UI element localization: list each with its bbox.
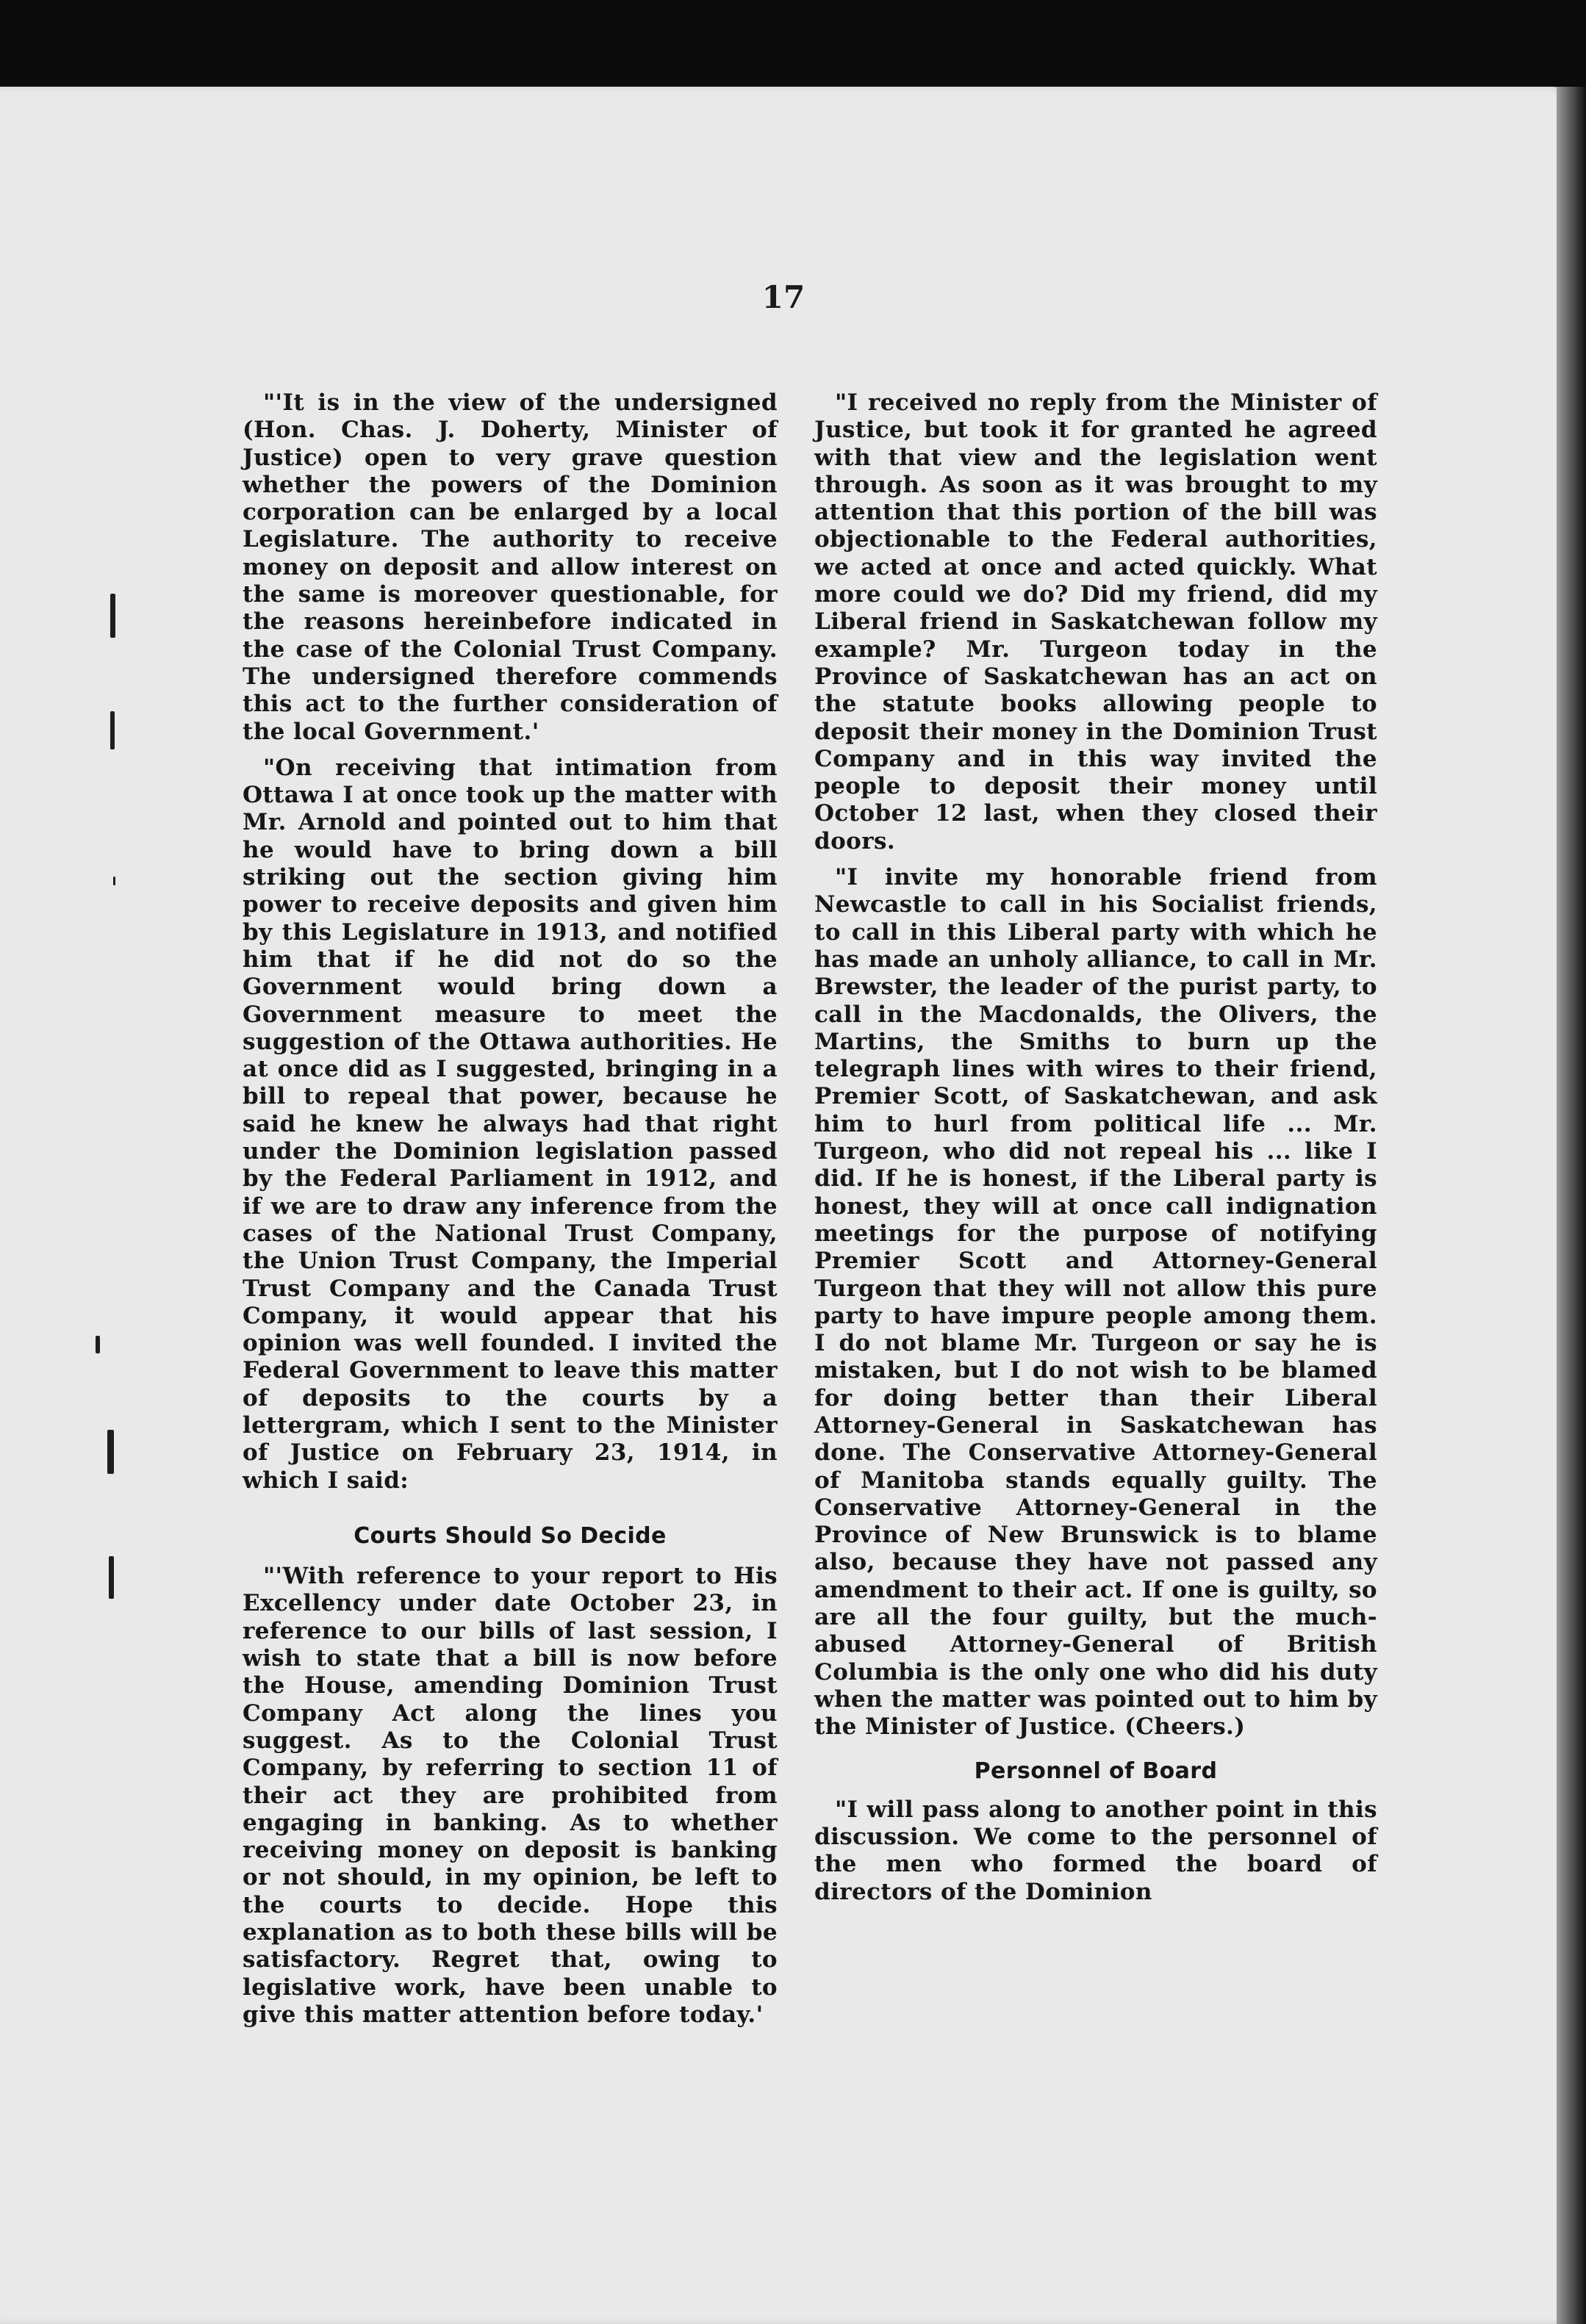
body-paragraph: "I invite my honorable friend from Newcastle to call in his Socialist friends, to call in this Liberal party with which he has made an unholy alliance, to call in Mr. Brewster, the leader of the purist party, to call in the Macdonalds, the Olivers, the Martins, the Smiths to burn up the telegraph lines with wires to their friend, Premier Scott, of Saskatchewan, and ask him to hurl from political life ... Mr. Turgeon, who did not repeal his ... like I did. If he is honest, if the Liberal party is honest, they will at once call indignation meetings for the purpose of notifying Premier Scott and Attorney-General Turgeon that they will not allow this pure party to have impure people among them. I do not blame Mr. Turgeon or say he is mistaken, but I do not wish to be blamed for doing better than their Liberal Attorney-General in Saskatchewan has done. The Conservative Attorney-General of Manitoba stands equally guilty. The Conservative Attorney-General in the Province of New Brunswick is to blame also, because they have not passed any amendment to their act. If one is guilty, so are all the four guilty, but the much-abused Attorney-General of British Columbia is the only one who did his duty when the matter was pointed out to him by the Minister of Justice. (Cheers.) — [814, 864, 1377, 1741]
margin-mark — [109, 1556, 114, 1599]
right-column — [814, 389, 1377, 1915]
body-paragraph: "I will pass along to another point in this discussion. We come to the personnel of the men who formed the board of directors of the Dominion — [814, 1796, 1377, 1905]
lettergram-paragraph: "'With reference to your report to His Excellency under date October 23, in reference to our bills of last session, I wish to state that a bill is now before the House, amending Dominion Trust Company Act along the lines you suggest. As to the Colonial Trust Company, by referring to section 11 of their act they are prohibited from engaging in banking. As to whether receiving money on deposit is banking or not should, in my opinion, be left to the courts to decide. Hope this explanation as to both these bills will be satisfactory. Regret that, owing to legislative work, have been unable to give this matter attention before today.' — [243, 1563, 778, 2028]
quoted-paragraph: "'It is in the view of the undersigned (Hon. Chas. J. Doherty, Minister of Justice) open to very grave question whether the powers of the Dominion corporation can be enlarged by a local Legislature. The authority to receive money on deposit and allow interest on the same is moreover questionable, for the reasons hereinbefore indicated in the case of the Colonial Trust Company. The undersigned therefore commends this act to the further consideration of the local Government.' — [243, 389, 778, 745]
section-heading: Personnel of Board — [974, 1758, 1218, 1784]
margin-mark — [110, 594, 115, 638]
section-heading: Courts Should So Decide — [354, 1522, 667, 1549]
page-number: 17 — [761, 279, 805, 315]
margin-mark — [110, 711, 115, 749]
left-column — [243, 389, 778, 2037]
document-page — [0, 87, 1567, 2324]
page-edge-shadow — [1557, 87, 1586, 2324]
body-paragraph: "On receiving that intimation from Ottawa I at once took up the matter with Mr. Arnold and pointed out to him that he would have to bring down a bill striking out the section giving him power to receive deposits and given him by this Legislature in 1913, and notified him that if he did not do so the Government would bring down a Government measure to meet the suggestion of the Ottawa authorities. He at once did as I suggested, bringing in a bill to repeal that power, because he said he knew he always had that right under the Dominion legislation passed by the Federal Parliament in 1912, and if we are to draw any inference from the cases of the National Trust Company, the Union Trust Company, the Imperial Trust Company and the Canada Trust Company, it would appear that his opinion was well founded. I invited the Federal Government to leave this matter of deposits to the courts by a lettergram, which I sent to the Minister of Justice on February 23, 1914, in which I said: — [243, 754, 778, 1494]
margin-mark — [96, 1336, 100, 1353]
body-paragraph: "I received no reply from the Minister of Justice, but took it for granted he agreed with that view and the legislation went through. As soon as it was brought to my attention that this portion of the bill was objectionable to the Federal authorities, we acted at once and acted quickly. What more could we do? Did my friend, did my Liberal friend in Saskatchewan follow my example? Mr. Turgeon today in the Province of Saskatchewan has an act on the statute books allowing people to deposit their money in the Dominion Trust Company and in this way invited the people to deposit their money until October 12 last, when they closed their doors. — [814, 389, 1377, 855]
margin-mark — [113, 877, 115, 885]
margin-mark — [107, 1430, 114, 1474]
